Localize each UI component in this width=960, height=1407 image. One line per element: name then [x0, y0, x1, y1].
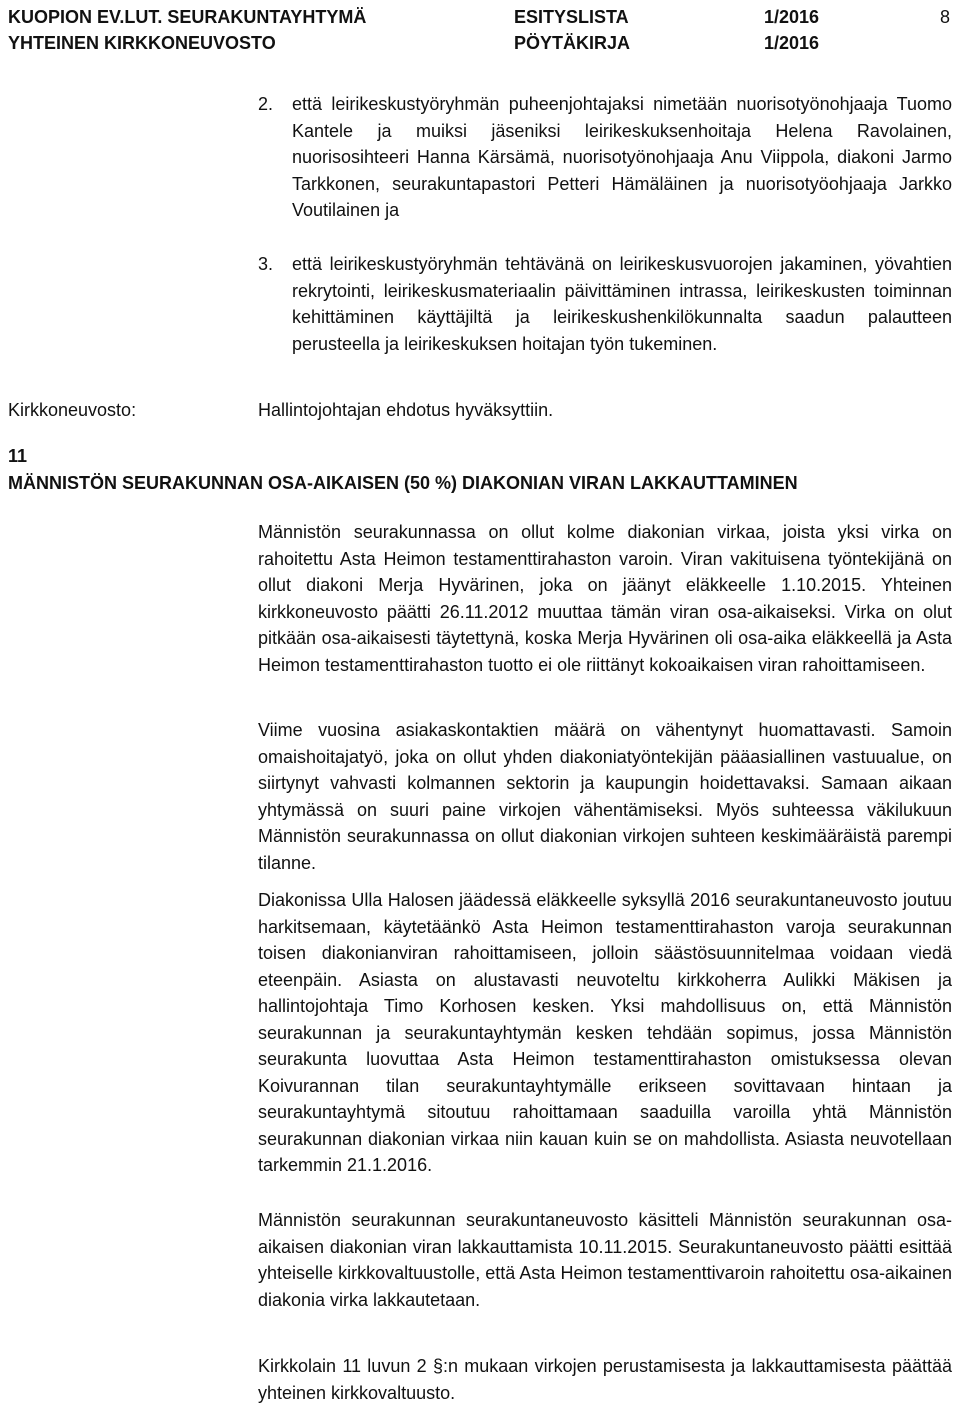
organization-name: KUOPION EV.LUT. SEURAKUNTAYHTYMÄ [8, 7, 367, 27]
section-paragraph: Diakonissa Ulla Halosen jäädessä eläkkeelle syksyllä 2016 seurakuntaneuvosto joutuu harkitsemaan, käytetäänkö Asta Heimon testamenttirahaston varoja seurakunnan toisen diakonianviran rahoittamiseen, jolloin säästösuunnitelmaa voidaan viedä eteenpäin. Asiasta on alustavasti neuvoteltu kirkkoherra Aulikki Mäkisen ja hallintojohtaja Timo Korhosen kesken. Yksi mahdollisuus on, että Männistön seurakunnan ja seurakuntayhtymän kesken tehdään sopimus, jossa Männistön seurakunta luovuttaa Asta Heimon testamenttirahaston omistuksessa olevan Koivurannan tilan seurakuntayhtymälle erikseen sovittavaan hintaan ja seurakuntayhtymä sitoutuu rahoittamaan saaduilla varoilla yhtä Männistön seurakunnan diakonian virkaa niin kauan kuin se on mahdollista. Asiasta neuvotellaan tarkemmin 21.1.2016. [258, 890, 952, 1175]
section-title: MÄNNISTÖN SEURAKUNNAN OSA-AIKAISEN (50 %) DIAKONIAN VIRAN LAKKAUTTAMINEN [8, 473, 798, 493]
section-number: 11 [8, 446, 28, 466]
doc-type-agenda: ESITYSLISTA [514, 7, 629, 27]
list-item-number: 2. [258, 94, 274, 114]
minutes-number: 1/2016 [764, 33, 820, 53]
council-name: YHTEINEN KIRKKONEUVOSTO [8, 33, 276, 53]
section-paragraph: Kirkkolain 11 luvun 2 §:n mukaan virkojen perustamisesta ja lakkauttamisesta päättää yhteinen kirkkovaltuusto. [258, 1356, 952, 1403]
page-number: 8 [940, 7, 951, 27]
section-paragraph: Männistön seurakunnassa on ollut kolme diakonian virkaa, joista yksi virka on rahoitettu Asta Heimon testamenttirahaston varoin. Viran vakituisena työntekijänä on ollut diakoni Merja Hyvärinen, joka on jäänyt eläkkeelle 1.10.2015. Yhteinen kirkkoneuvosto päätti 26.11.2012 muuttaa tämän viran osa-aikaiseksi. Virka on olut pitkään osa-aikaisesti täytettynä, koska Merja Hyvärinen oli osa-aika eläkkeellä ja Asta Heimon testamenttirahaston tuotto ei ole riittänyt kokoaikaisen viran rahoittamiseen. [258, 522, 952, 675]
doc-type-minutes: PÖYTÄKIRJA [514, 33, 631, 53]
decision-text: Hallintojohtajan ehdotus hyväksyttiin. [258, 400, 554, 420]
list-item-text: että leirikeskustyöryhmän tehtävänä on leirikeskusvuorojen jakaminen, yövahtien rekrytointi, leirikeskusmateriaalin päivittäminen intrassa, leirikeskusten toiminnan kehittäminen käyttäjiltä ja leirikeskushenkilökunnalta saadun palautteen perusteella ja leirikeskuksen hoitajan työn tukeminen. [292, 254, 952, 354]
list-item-number: 3. [258, 254, 274, 274]
agenda-number: 1/2016 [764, 7, 820, 27]
section-paragraph: Viime vuosina asiakaskontaktien määrä on vähentynyt huomattavasti. Samoin omaishoitajatyö, joka on ollut yhden diakoniatyöntekijän pääasiallinen vastuualue, on siirtynyt vahvasti kolmannen sektorin ja kaupungin hoidettavaksi. Samaan aikaan yhtymässä on suuri paine virkojen vähentämiseksi. Myös suhteessa väkilukuun Männistön seurakunnassa on ollut diakonian virkojen suhteen keskimääräistä parempi tilanne. [258, 720, 952, 873]
section-paragraph: Männistön seurakunnan seurakuntaneuvosto käsitteli Männistön seurakunnan osa-aikaisen diakonian viran lakkauttamista 10.11.2015. Seurakuntaneuvosto päätti esittää yhteiselle kirkkovaltuustolle, että Asta Heimon testamenttivarоin rahoitettu osa-aikainen diakonia virka lakkautetaan. [258, 1210, 952, 1310]
list-item [258, 91, 952, 224]
list-item-text: että leirikeskustyöryhmän puheenjohtajaksi nimetään nuorisotyönohjaaja Tuomo Kantele ja muiksi jäseniksi leirikeskuksenhoitaja Helena Ravolainen, nuorisosihteeri Hanna Kärsämä, nuorisotyönohjaaja Anu Viippola, diakoni Jarmo Tarkkonen, seurakuntapastori Petteri Hämäläinen ja nuorisotyöohjaaja Jarkko Voutilainen ja [292, 94, 952, 220]
decision-label: Kirkkoneuvosto: [8, 400, 137, 420]
list-item [258, 251, 952, 357]
